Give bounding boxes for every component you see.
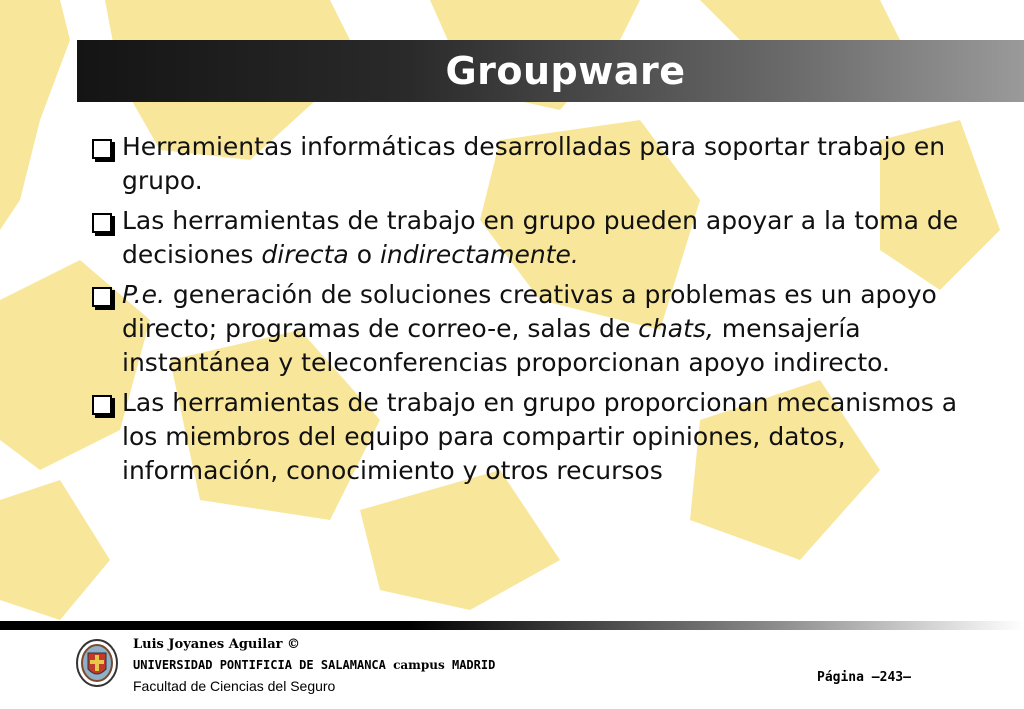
slide-content [88,130,968,494]
university-seal-icon [76,639,118,687]
bullet-item [88,204,968,272]
bullet-item [88,130,968,198]
author-name: Luis Joyanes Aguilar © [133,637,301,652]
checkbox-bullet-icon [92,395,112,415]
title-bar [77,40,1024,102]
footer-divider [0,621,1024,630]
bullet-text: Las herramientas de trabajo en grupo pueden apoyar a la toma de decisiones directa o indirectamente. [122,206,959,269]
bullet-text: Las herramientas de trabajo en grupo proporcionan mecanismos a los miembros del equipo para compartir opiniones, datos, información, conocimiento y otros recursos [122,388,958,485]
bullet-item [88,386,968,488]
checkbox-bullet-icon [92,287,112,307]
bullet-item [88,278,968,380]
checkbox-bullet-icon [92,139,112,159]
university-name: UNIVERSIDAD PONTIFICIA DE SALAMANCA campus MADRID [133,658,496,672]
page-number: Página –243– [817,670,911,685]
checkbox-bullet-icon [92,213,112,233]
slide-title: Groupware [445,49,686,93]
faculty-name: Facultad de Ciencias del Seguro [133,678,336,694]
bullet-text: Herramientas informáticas desarrolladas para soportar trabajo en grupo. [122,132,946,195]
bullet-text: P.e. generación de soluciones creativas a problemas es un apoyo directo; programas de correo-e, salas de chats, mensajería instantánea y teleconferencias proporcionan apoyo indirecto. [122,280,937,377]
